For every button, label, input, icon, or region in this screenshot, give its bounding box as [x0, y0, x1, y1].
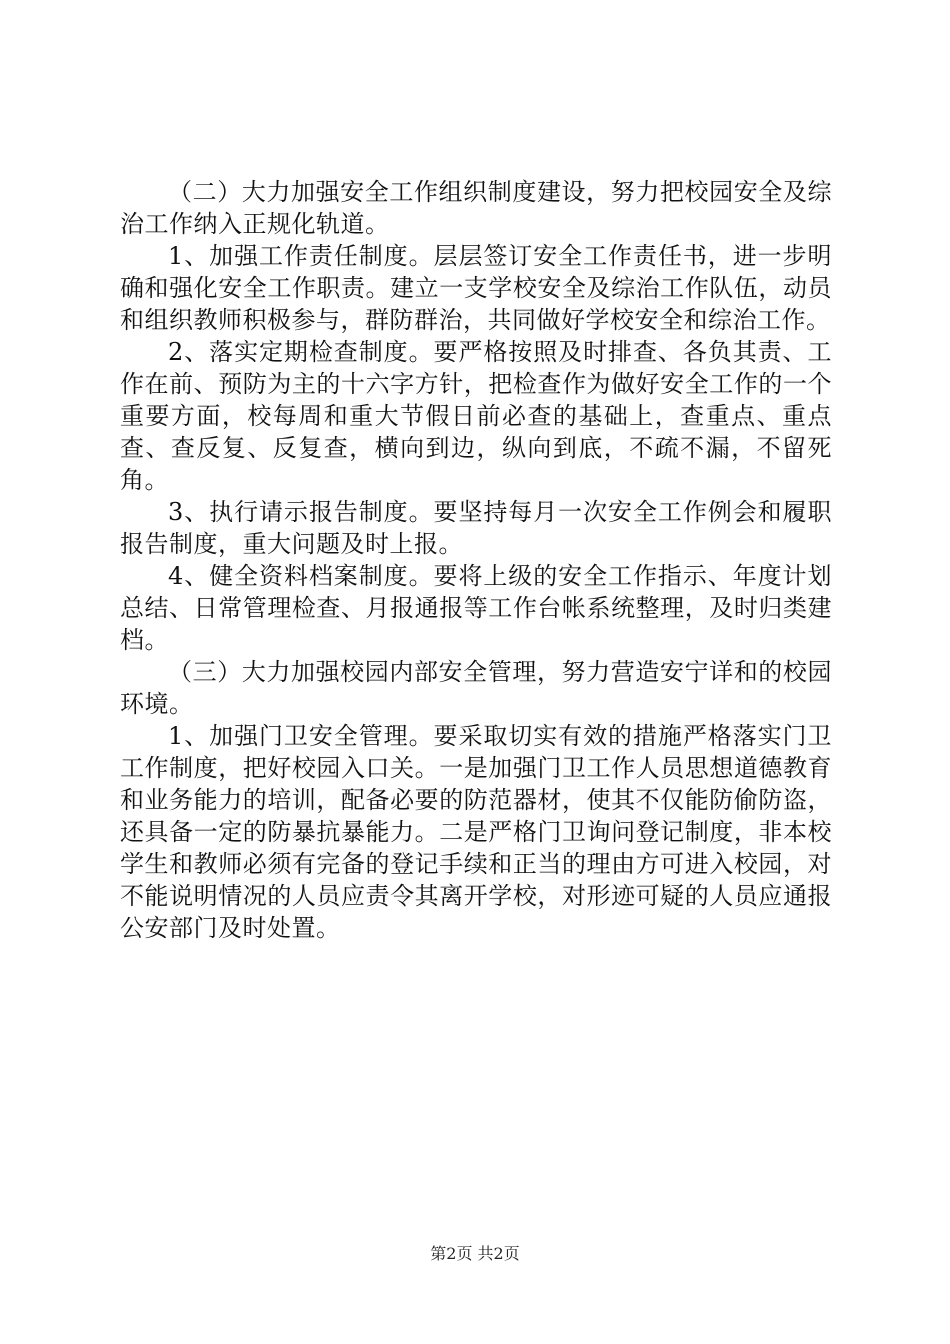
document-body [120, 176, 832, 944]
paragraph-gate-security: 1、加强门卫安全管理。要采取切实有效的措施严格落实门卫工作制度，把好校园入口关。一是加强门卫工作人员思想道德教育和业务能力的培训，配备必要的防范器材，使其不仅能防偷防盗，还具备一定的防暴抗暴能力。二是严格门卫询问登记制度，非本校学生和教师必须有完备的登记手续和正当的理由方可进入校园，对不能说明情况的人员应责令其离开学校，对形迹可疑的人员应通报公安部门及时处置。 [120, 722, 832, 942]
section-heading-2: （二）大力加强安全工作组织制度建设，努力把校园安全及综治工作纳入正规化轨道。 [120, 178, 832, 238]
section-heading-3: （三）大力加强校园内部安全管理，努力营造安宁详和的校园环境。 [120, 658, 832, 718]
paragraph-inspection: 2、落实定期检查制度。要严格按照及时排查、各负其责、工作在前、预防为主的十六字方针，把检查作为做好安全工作的一个重要方面，校每周和重大节假日前必查的基础上，查重点、重点查、查反复、反复查，横向到边，纵向到底，不疏不漏，不留死角。 [120, 338, 832, 494]
paragraph-responsibility: 1、加强工作责任制度。层层签订安全工作责任书，进一步明确和强化安全工作职责。建立一支学校安全及综治工作队伍，动员和组织教师积极参与，群防群治，共同做好学校安全和综治工作。 [120, 242, 832, 334]
paragraph-archives: 4、健全资料档案制度。要将上级的安全工作指示、年度计划总结、日常管理检查、月报通报等工作台帐系统整理，及时归类建档。 [120, 562, 832, 654]
paragraph-reporting: 3、执行请示报告制度。要坚持每月一次安全工作例会和履职报告制度，重大问题及时上报。 [120, 498, 832, 558]
page-number-footer: 第2页 共2页 [430, 1244, 520, 1263]
